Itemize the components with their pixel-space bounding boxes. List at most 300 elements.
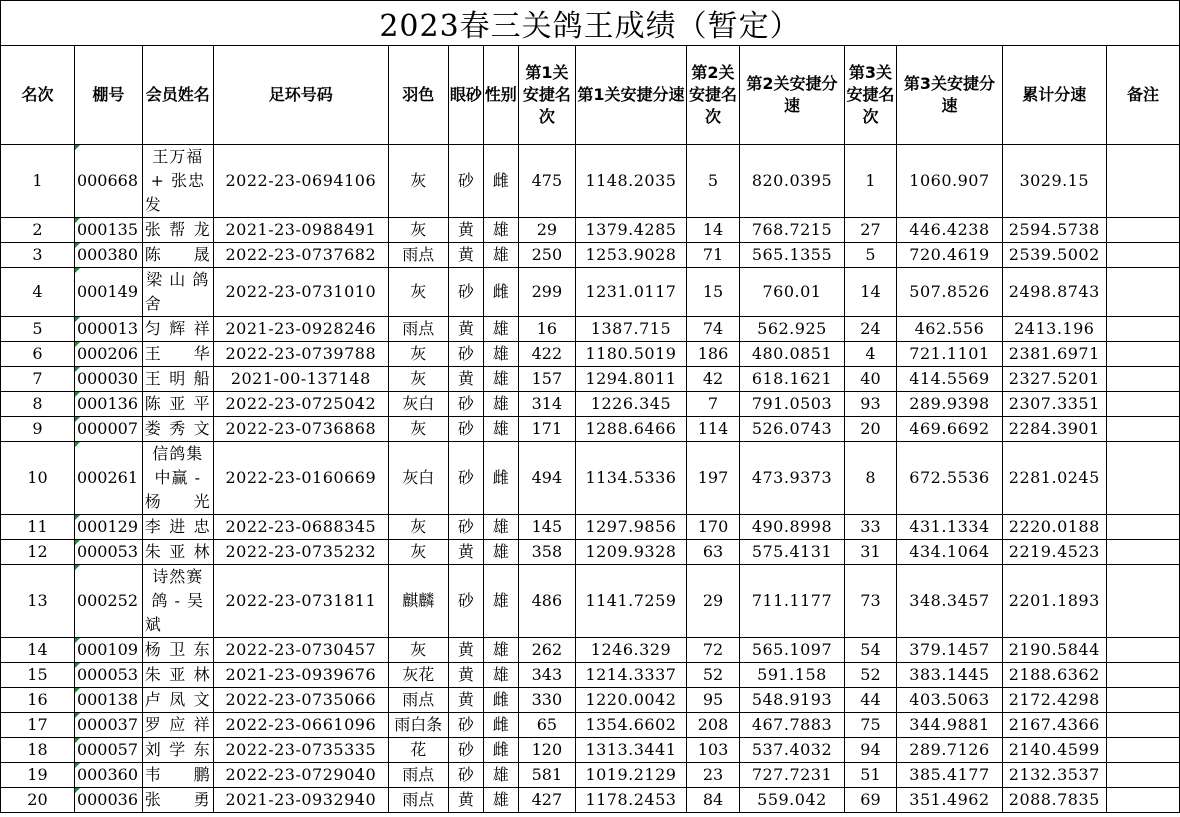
stage2-rank-cell: 170 [686,515,740,540]
stage3-rank-cell: 31 [844,540,897,565]
rank-cell: 13 [1,565,75,638]
stage2-rank-cell: 23 [686,763,740,788]
eye-sand-cell: 砂 [448,417,483,442]
remarks-cell [1106,713,1179,738]
ring-number-cell: 2022-23-0735335 [213,738,388,763]
table-row [1,367,1180,392]
stage2-rank-cell: 114 [686,417,740,442]
stage2-speed-cell: 711.1177 [740,565,844,638]
member-name-cell: 朱亚林 [142,663,213,688]
ring-number-cell: 2022-23-0730457 [213,638,388,663]
total-speed-cell: 2281.0245 [1002,442,1106,515]
feather-color-cell: 雨点 [388,243,448,268]
rank-cell: 14 [1,638,75,663]
stage1-rank-cell: 343 [518,663,576,688]
eye-sand-cell: 黄 [448,688,483,713]
sex-cell: 雄 [484,367,518,392]
stage3-speed-cell: 289.7126 [897,738,1002,763]
header-row [1,46,1180,145]
eye-sand-cell: 黄 [448,540,483,565]
table-row [1,417,1180,442]
stage1-rank-cell: 494 [518,442,576,515]
remarks-cell [1106,145,1179,218]
sex-cell: 雌 [484,268,518,317]
rank-cell: 11 [1,515,75,540]
table-row [1,788,1180,813]
ring-number-cell: 2022-23-0735232 [213,540,388,565]
remarks-cell [1106,268,1179,317]
ring-number-cell: 2022-23-0694106 [213,145,388,218]
feather-color-cell: 雨点 [388,788,448,813]
stage1-rank-cell: 330 [518,688,576,713]
stage3-speed-cell: 344.9881 [897,713,1002,738]
stage1-rank-cell: 171 [518,417,576,442]
feather-color-cell: 灰白 [388,442,448,515]
stage3-speed-cell: 720.4619 [897,243,1002,268]
stage2-speed-cell: 562.925 [740,317,844,342]
ring-number-cell: 2022-23-0725042 [213,392,388,417]
rank-cell: 8 [1,392,75,417]
stage3-speed-cell: 385.4177 [897,763,1002,788]
shed-number-cell: 000380 [74,243,142,268]
member-name-cell: 韦 鹏 [142,763,213,788]
eye-sand-cell: 砂 [448,515,483,540]
stage1-speed-cell: 1019.2129 [576,763,686,788]
stage3-rank-cell: 27 [844,218,897,243]
stage2-rank-cell: 5 [686,145,740,218]
stage2-rank-cell: 14 [686,218,740,243]
table-row [1,565,1180,638]
sheet-title: 2023春三关鸽王成绩（暂定） [0,0,1180,45]
stage3-rank-cell: 73 [844,565,897,638]
stage1-speed-cell: 1288.6466 [576,417,686,442]
eye-sand-cell: 砂 [448,392,483,417]
stage3-rank-cell: 5 [844,243,897,268]
stage3-speed-cell: 507.8526 [897,268,1002,317]
rank-cell: 12 [1,540,75,565]
eye-sand-cell: 黄 [448,218,483,243]
stage3-rank-cell: 51 [844,763,897,788]
sex-cell: 雄 [484,763,518,788]
stage3-speed-cell: 383.1445 [897,663,1002,688]
sex-cell: 雄 [484,218,518,243]
stage2-speed-cell: 537.4032 [740,738,844,763]
feather-color-cell: 灰 [388,145,448,218]
stage3-rank-cell: 24 [844,317,897,342]
remarks-cell [1106,417,1179,442]
header-stage3-rank: 第3关安捷名次 [844,46,897,145]
stage3-rank-cell: 94 [844,738,897,763]
table-row [1,145,1180,218]
header-stage1-speed: 第1关安捷分速 [576,46,686,145]
stage1-rank-cell: 314 [518,392,576,417]
feather-color-cell: 灰白 [388,392,448,417]
header-sex: 性别 [484,46,518,145]
stage2-rank-cell: 84 [686,788,740,813]
stage2-rank-cell: 103 [686,738,740,763]
shed-number-cell: 000037 [74,713,142,738]
total-speed-cell: 2413.196 [1002,317,1106,342]
stage3-speed-cell: 431.1334 [897,515,1002,540]
stage3-rank-cell: 8 [844,442,897,515]
stage1-rank-cell: 157 [518,367,576,392]
member-name-cell: 陈 晟 [142,243,213,268]
ring-number-cell: 2022-23-0729040 [213,763,388,788]
member-name-cell: 刘学东 [142,738,213,763]
stage2-speed-cell: 768.7215 [740,218,844,243]
member-name-cell: 匀辉祥 [142,317,213,342]
eye-sand-cell: 砂 [448,145,483,218]
stage1-speed-cell: 1387.715 [576,317,686,342]
remarks-cell [1106,317,1179,342]
stage2-speed-cell: 820.0395 [740,145,844,218]
feather-color-cell: 麒麟 [388,565,448,638]
shed-number-cell: 000036 [74,788,142,813]
total-speed-cell: 2140.4599 [1002,738,1106,763]
total-speed-cell: 2327.5201 [1002,367,1106,392]
stage3-speed-cell: 434.1064 [897,540,1002,565]
eye-sand-cell: 砂 [448,713,483,738]
ring-number-cell: 2022-23-0160669 [213,442,388,515]
total-speed-cell: 2307.3351 [1002,392,1106,417]
stage1-speed-cell: 1379.4285 [576,218,686,243]
stage3-rank-cell: 52 [844,663,897,688]
eye-sand-cell: 黄 [448,317,483,342]
stage1-rank-cell: 581 [518,763,576,788]
table-row [1,268,1180,317]
remarks-cell [1106,788,1179,813]
stage1-speed-cell: 1313.3441 [576,738,686,763]
ring-number-cell: 2022-23-0739788 [213,342,388,367]
stage2-speed-cell: 467.7883 [740,713,844,738]
remarks-cell [1106,738,1179,763]
stage2-rank-cell: 71 [686,243,740,268]
member-name-cell: 诗然赛鸽 - 吴 斌 [142,565,213,638]
member-name-cell: 王明船 [142,367,213,392]
stage3-speed-cell: 379.1457 [897,638,1002,663]
rank-cell: 7 [1,367,75,392]
feather-color-cell: 灰 [388,218,448,243]
remarks-cell [1106,638,1179,663]
total-speed-cell: 2498.8743 [1002,268,1106,317]
table-row [1,342,1180,367]
sex-cell: 雌 [484,688,518,713]
stage3-speed-cell: 446.4238 [897,218,1002,243]
stage2-speed-cell: 618.1621 [740,367,844,392]
shed-number-cell: 000136 [74,392,142,417]
stage2-rank-cell: 95 [686,688,740,713]
table-row [1,638,1180,663]
rank-cell: 6 [1,342,75,367]
stage3-speed-cell: 462.556 [897,317,1002,342]
rank-cell: 2 [1,218,75,243]
stage1-speed-cell: 1178.2453 [576,788,686,813]
member-name-cell: 杨卫东 [142,638,213,663]
member-name-cell: 陈亚平 [142,392,213,417]
stage2-speed-cell: 473.9373 [740,442,844,515]
table-row [1,243,1180,268]
stage2-rank-cell: 74 [686,317,740,342]
stage3-rank-cell: 54 [844,638,897,663]
shed-number-cell: 000013 [74,317,142,342]
member-name-cell: 李进忠 [142,515,213,540]
ring-number-cell: 2022-23-0735066 [213,688,388,713]
stage3-rank-cell: 4 [844,342,897,367]
stage1-rank-cell: 422 [518,342,576,367]
stage1-rank-cell: 262 [518,638,576,663]
shed-number-cell: 000030 [74,367,142,392]
rank-cell: 17 [1,713,75,738]
header-stage1-rank: 第1关安捷名次 [518,46,576,145]
table-row [1,317,1180,342]
eye-sand-cell: 黄 [448,638,483,663]
stage1-speed-cell: 1253.9028 [576,243,686,268]
feather-color-cell: 灰 [388,268,448,317]
stage3-rank-cell: 33 [844,515,897,540]
remarks-cell [1106,342,1179,367]
stage1-rank-cell: 250 [518,243,576,268]
header-stage2-rank: 第2关安捷名次 [686,46,740,145]
stage1-rank-cell: 475 [518,145,576,218]
stage2-speed-cell: 565.1097 [740,638,844,663]
sex-cell: 雄 [484,565,518,638]
sex-cell: 雌 [484,442,518,515]
remarks-cell [1106,688,1179,713]
sex-cell: 雌 [484,145,518,218]
feather-color-cell: 灰 [388,342,448,367]
rank-cell: 1 [1,145,75,218]
feather-color-cell: 灰 [388,367,448,392]
total-speed-cell: 2190.5844 [1002,638,1106,663]
stage2-speed-cell: 591.158 [740,663,844,688]
header-feather-color: 羽色 [388,46,448,145]
stage1-speed-cell: 1220.0042 [576,688,686,713]
rank-cell: 19 [1,763,75,788]
shed-number-cell: 000252 [74,565,142,638]
stage2-rank-cell: 42 [686,367,740,392]
ring-number-cell: 2021-23-0928246 [213,317,388,342]
stage1-speed-cell: 1246.329 [576,638,686,663]
rank-cell: 18 [1,738,75,763]
stage2-speed-cell: 791.0503 [740,392,844,417]
stage3-rank-cell: 1 [844,145,897,218]
shed-number-cell: 000057 [74,738,142,763]
remarks-cell [1106,367,1179,392]
rank-cell: 20 [1,788,75,813]
stage2-speed-cell: 480.0851 [740,342,844,367]
member-name-cell: 王 华 [142,342,213,367]
header-ring-number: 足环号码 [213,46,388,145]
stage1-speed-cell: 1134.5336 [576,442,686,515]
member-name-cell: 罗应祥 [142,713,213,738]
total-speed-cell: 2381.6971 [1002,342,1106,367]
stage1-speed-cell: 1294.8011 [576,367,686,392]
stage1-rank-cell: 29 [518,218,576,243]
stage1-speed-cell: 1231.0117 [576,268,686,317]
sex-cell: 雄 [484,317,518,342]
sex-cell: 雄 [484,417,518,442]
ring-number-cell: 2021-00-137148 [213,367,388,392]
stage2-rank-cell: 52 [686,663,740,688]
stage3-speed-cell: 1060.907 [897,145,1002,218]
stage3-speed-cell: 469.6692 [897,417,1002,442]
total-speed-cell: 2167.4366 [1002,713,1106,738]
eye-sand-cell: 黄 [448,367,483,392]
stage1-speed-cell: 1148.2035 [576,145,686,218]
ring-number-cell: 2022-23-0731811 [213,565,388,638]
stage3-speed-cell: 348.3457 [897,565,1002,638]
stage3-rank-cell: 75 [844,713,897,738]
stage1-rank-cell: 16 [518,317,576,342]
shed-number-cell: 000053 [74,663,142,688]
header-total-speed: 累计分速 [1002,46,1106,145]
table-row [1,763,1180,788]
member-name-cell: 张帮龙 [142,218,213,243]
stage1-speed-cell: 1297.9856 [576,515,686,540]
stage2-speed-cell: 575.4131 [740,540,844,565]
shed-number-cell: 000007 [74,417,142,442]
feather-color-cell: 雨点 [388,763,448,788]
eye-sand-cell: 砂 [448,268,483,317]
member-name-cell: 王万福 + 张忠发 [142,145,213,218]
sex-cell: 雌 [484,738,518,763]
stage1-rank-cell: 65 [518,713,576,738]
shed-number-cell: 000261 [74,442,142,515]
header-rank: 名次 [1,46,75,145]
total-speed-cell: 2539.5002 [1002,243,1106,268]
stage1-rank-cell: 145 [518,515,576,540]
stage3-speed-cell: 403.5063 [897,688,1002,713]
stage1-speed-cell: 1141.7259 [576,565,686,638]
table-row [1,442,1180,515]
rank-cell: 4 [1,268,75,317]
shed-number-cell: 000135 [74,218,142,243]
member-name-cell: 梁 山 鸽 舍 [142,268,213,317]
stage2-speed-cell: 559.042 [740,788,844,813]
rank-cell: 9 [1,417,75,442]
remarks-cell [1106,218,1179,243]
ring-number-cell: 2022-23-0661096 [213,713,388,738]
header-remarks: 备注 [1106,46,1179,145]
feather-color-cell: 雨点 [388,317,448,342]
feather-color-cell: 雨点 [388,688,448,713]
sex-cell: 雄 [484,515,518,540]
table-row [1,738,1180,763]
eye-sand-cell: 黄 [448,243,483,268]
table-row [1,713,1180,738]
total-speed-cell: 2172.4298 [1002,688,1106,713]
shed-number-cell: 000129 [74,515,142,540]
remarks-cell [1106,243,1179,268]
feather-color-cell: 灰 [388,638,448,663]
stage3-rank-cell: 69 [844,788,897,813]
stage1-speed-cell: 1180.5019 [576,342,686,367]
feather-color-cell: 灰 [388,540,448,565]
member-name-cell: 信鸽集中赢 - 杨 光 [142,442,213,515]
total-speed-cell: 2132.3537 [1002,763,1106,788]
shed-number-cell: 000206 [74,342,142,367]
stage3-speed-cell: 351.4962 [897,788,1002,813]
results-table [0,45,1180,813]
stage1-rank-cell: 120 [518,738,576,763]
remarks-cell [1106,763,1179,788]
stage1-speed-cell: 1226.345 [576,392,686,417]
stage1-rank-cell: 427 [518,788,576,813]
stage3-rank-cell: 14 [844,268,897,317]
rank-cell: 3 [1,243,75,268]
table-row [1,663,1180,688]
stage2-rank-cell: 15 [686,268,740,317]
total-speed-cell: 3029.15 [1002,145,1106,218]
stage2-speed-cell: 727.7231 [740,763,844,788]
shed-number-cell: 000668 [74,145,142,218]
stage1-speed-cell: 1354.6602 [576,713,686,738]
eye-sand-cell: 黄 [448,663,483,688]
remarks-cell [1106,442,1179,515]
feather-color-cell: 灰 [388,515,448,540]
sex-cell: 雄 [484,342,518,367]
stage2-speed-cell: 490.8998 [740,515,844,540]
header-stage2-speed: 第2关安捷分速 [740,46,844,145]
header-member-name: 会员姓名 [142,46,213,145]
total-speed-cell: 2284.3901 [1002,417,1106,442]
sex-cell: 雄 [484,663,518,688]
table-row [1,392,1180,417]
header-shed: 棚号 [74,46,142,145]
member-name-cell: 娄秀文 [142,417,213,442]
ring-number-cell: 2022-23-0736868 [213,417,388,442]
ring-number-cell: 2021-23-0939676 [213,663,388,688]
ring-number-cell: 2022-23-0688345 [213,515,388,540]
stage3-rank-cell: 20 [844,417,897,442]
stage2-speed-cell: 565.1355 [740,243,844,268]
ring-number-cell: 2021-23-0988491 [213,218,388,243]
stage1-rank-cell: 358 [518,540,576,565]
eye-sand-cell: 黄 [448,788,483,813]
stage1-rank-cell: 486 [518,565,576,638]
stage2-rank-cell: 63 [686,540,740,565]
ring-number-cell: 2021-23-0932940 [213,788,388,813]
stage3-speed-cell: 721.1101 [897,342,1002,367]
stage1-speed-cell: 1209.9328 [576,540,686,565]
table-row [1,688,1180,713]
feather-color-cell: 灰花 [388,663,448,688]
stage2-rank-cell: 72 [686,638,740,663]
ring-number-cell: 2022-23-0737682 [213,243,388,268]
ring-number-cell: 2022-23-0731010 [213,268,388,317]
rank-cell: 16 [1,688,75,713]
stage1-speed-cell: 1214.3337 [576,663,686,688]
stage2-rank-cell: 7 [686,392,740,417]
total-speed-cell: 2594.5738 [1002,218,1106,243]
stage3-speed-cell: 414.5569 [897,367,1002,392]
shed-number-cell: 000149 [74,268,142,317]
rank-cell: 10 [1,442,75,515]
stage2-rank-cell: 197 [686,442,740,515]
header-stage3-speed: 第3关安捷分速 [897,46,1002,145]
table-row [1,515,1180,540]
remarks-cell [1106,540,1179,565]
eye-sand-cell: 砂 [448,565,483,638]
total-speed-cell: 2219.4523 [1002,540,1106,565]
stage2-rank-cell: 29 [686,565,740,638]
stage2-rank-cell: 208 [686,713,740,738]
stage2-speed-cell: 760.01 [740,268,844,317]
sex-cell: 雌 [484,713,518,738]
stage3-speed-cell: 672.5536 [897,442,1002,515]
table-row [1,218,1180,243]
table-body [1,145,1180,813]
